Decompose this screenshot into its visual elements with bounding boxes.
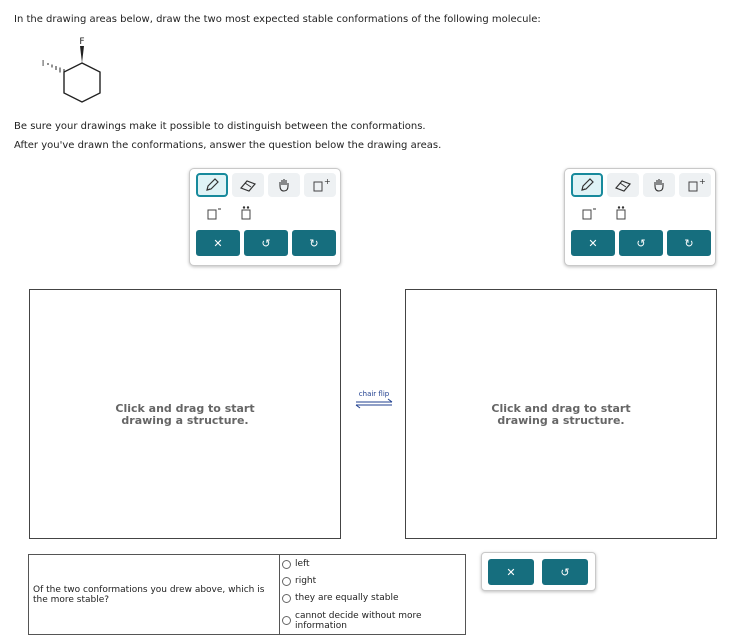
add-anion-tool[interactable] — [575, 202, 603, 224]
drawing-toolbar-right — [564, 168, 716, 266]
instruction-text: In the drawing areas below, draw the two most expected stable conformations of the following molecule: — [14, 14, 541, 25]
pencil-icon — [579, 177, 595, 193]
undo-button[interactable]: ↺ — [619, 230, 663, 256]
hand-icon — [276, 177, 292, 193]
option-equally-stable[interactable] — [282, 593, 399, 603]
drawing-toolbar-left — [189, 168, 341, 266]
canvas-placeholder — [406, 403, 716, 427]
add-anion-tool[interactable] — [200, 202, 228, 224]
undo-button[interactable]: ↺ — [244, 230, 288, 256]
lone-pair-icon — [238, 205, 254, 221]
answer-actions — [481, 552, 596, 591]
molecule-structure — [28, 36, 118, 108]
radio-button[interactable] — [282, 577, 291, 586]
option-label: they are equally stable — [295, 593, 399, 603]
radio-button[interactable] — [282, 594, 291, 603]
drawing-canvas-left[interactable] — [29, 289, 341, 539]
eraser-icon — [614, 178, 632, 192]
option-right[interactable] — [282, 576, 316, 586]
hand-tool[interactable] — [268, 173, 300, 197]
undo-answer-button[interactable]: ↺ — [542, 559, 588, 585]
question-text: Of the two conformations you drew above, which is the more stable? — [33, 585, 265, 605]
chair-flip-arrows — [352, 390, 396, 412]
instruction-text-3: After you've drawn the conformations, answer the question below the drawing areas. — [14, 140, 442, 151]
iodine-label: I — [41, 59, 45, 68]
canvas-placeholder — [30, 403, 340, 427]
fluorine-label: F — [79, 37, 85, 47]
radio-button[interactable] — [282, 560, 291, 569]
option-label — [295, 611, 422, 631]
placeholder-line-2: drawing a structure. — [121, 414, 249, 427]
chair-flip-label: chair flip — [358, 390, 390, 398]
option-left[interactable] — [282, 559, 310, 569]
option-cannot-decide[interactable] — [282, 611, 422, 631]
svg-text:+: + — [699, 177, 706, 186]
pencil-icon — [204, 177, 220, 193]
lone-pair-tool[interactable] — [607, 202, 635, 224]
placeholder-line-2: drawing a structure. — [497, 414, 625, 427]
drawing-canvas-right[interactable] — [405, 289, 717, 539]
eraser-tool[interactable] — [232, 173, 264, 197]
placeholder-line-1: Click and drag to start — [115, 402, 255, 415]
option-label-line-2: information — [295, 621, 347, 631]
eraser-tool[interactable] — [607, 173, 639, 197]
redo-button[interactable]: ↻ — [667, 230, 711, 256]
eraser-icon — [239, 178, 257, 192]
option-label-line-1: cannot decide without more — [295, 611, 422, 621]
add-cation-tool[interactable] — [679, 173, 711, 197]
add-cation-icon — [687, 177, 706, 193]
option-label: right — [295, 576, 317, 586]
redo-button[interactable]: ↻ — [292, 230, 336, 256]
hand-icon — [651, 177, 667, 193]
clear-button[interactable]: ✕ — [571, 230, 615, 256]
svg-text:+: + — [324, 177, 331, 186]
clear-button[interactable]: ✕ — [196, 230, 240, 256]
pencil-tool[interactable] — [196, 173, 228, 197]
add-anion-icon — [581, 205, 597, 221]
hand-tool[interactable] — [643, 173, 675, 197]
radio-button[interactable] — [282, 616, 291, 625]
lone-pair-icon — [613, 205, 629, 221]
placeholder-line-1: Click and drag to start — [491, 402, 631, 415]
question-box — [28, 554, 466, 635]
option-label: left — [295, 559, 310, 569]
question-divider — [279, 555, 280, 634]
add-cation-tool[interactable] — [304, 173, 336, 197]
instruction-text-2: Be sure your drawings make it possible to distinguish between the conformations. — [14, 121, 426, 132]
lone-pair-tool[interactable] — [232, 202, 260, 224]
pencil-tool[interactable] — [571, 173, 603, 197]
add-cation-icon — [312, 177, 331, 193]
clear-answer-button[interactable]: ✕ — [488, 559, 534, 585]
add-anion-icon — [206, 205, 222, 221]
